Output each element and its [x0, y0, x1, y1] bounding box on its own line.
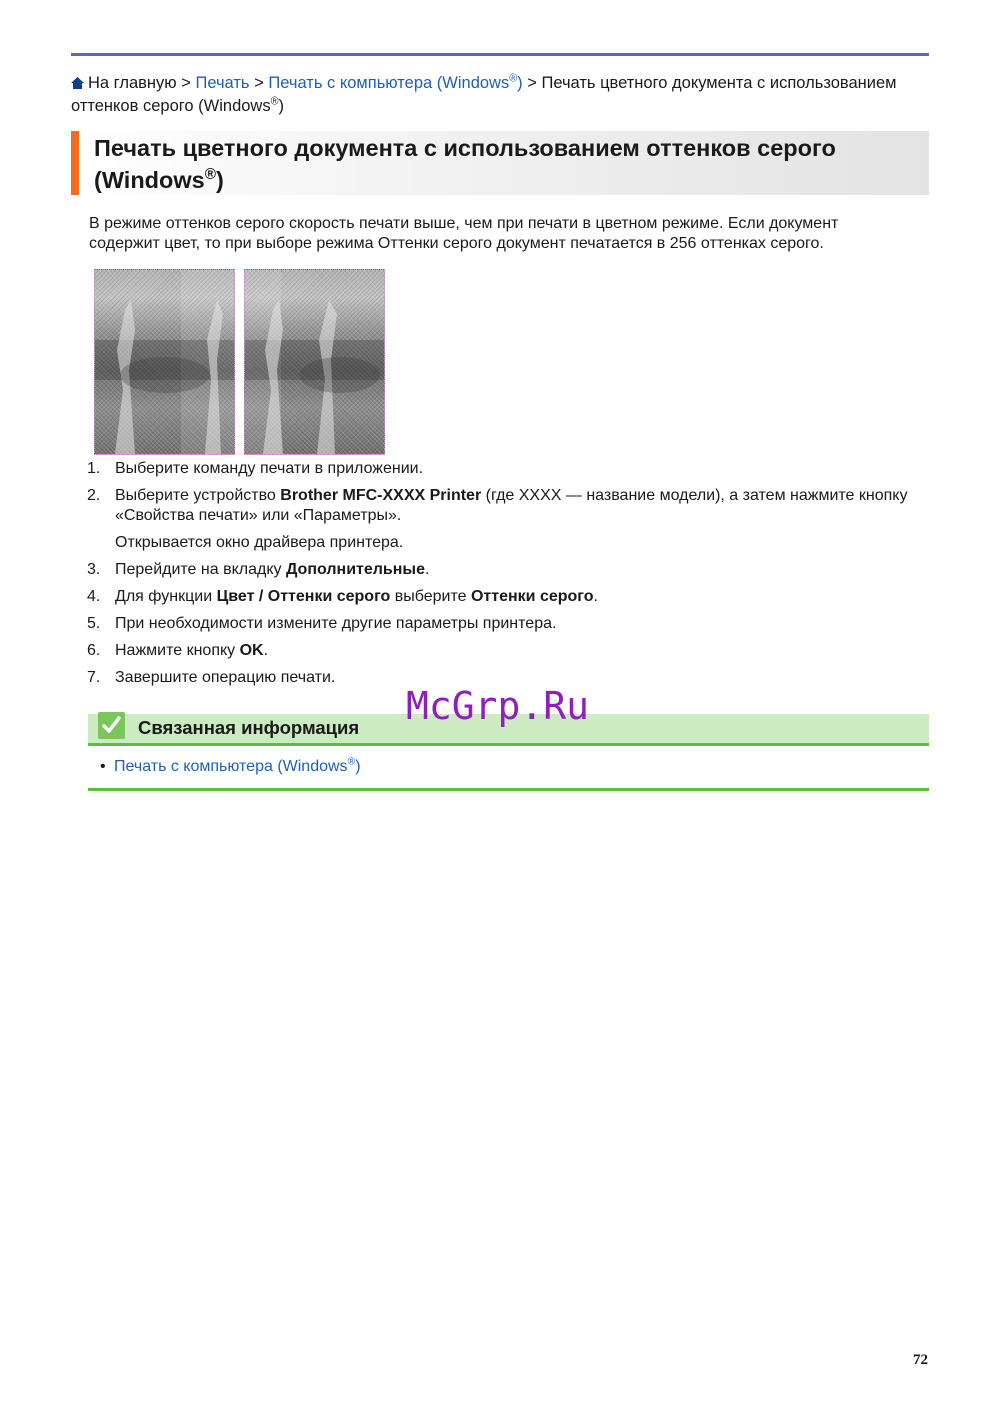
list-item: 4. Для функции Цвет / Оттенки серого выберите Оттенки серого. [87, 588, 598, 605]
watermark: McGrp.Ru [406, 684, 590, 728]
list-item: 2. Выберите устройство Brother MFC-XXXX Printer (где XXXX — название модели), а затем нажмите кнопку «Свойства печати» или «Параметры». Открывается окно драйвера принтера. [87, 486, 917, 553]
list-item [114, 757, 361, 777]
list-item: 5. При необходимости измените другие параметры принтера. [87, 615, 557, 632]
list-item: 6. Нажмите кнопку OK. [87, 642, 269, 659]
related-link-print-from-computer[interactable]: Печать с компьютера (Windows®) [114, 756, 361, 775]
page-number: 72 [913, 1352, 928, 1368]
bottom-rule [88, 788, 929, 791]
breadcrumb-home[interactable]: На главную [88, 74, 177, 92]
list-item: 3. Перейдите на вкладку Дополнительные. [87, 561, 430, 578]
page-title: Печать цветного документа с использованием оттенков серого (Windows®) [94, 135, 836, 193]
breadcrumb [71, 72, 931, 118]
top-rule [71, 53, 929, 56]
breadcrumb-separator: > [181, 74, 191, 92]
breadcrumb-separator: > [527, 74, 537, 92]
checkmark-icon [98, 712, 125, 739]
breadcrumb-link-print[interactable]: Печать [195, 74, 250, 92]
related-info-title: Связанная информация [138, 717, 360, 738]
related-links [114, 757, 361, 777]
list-item: 1. Выберите команду печати в приложении. [87, 460, 424, 477]
list-item: 7. Завершите операцию печати. [87, 669, 336, 686]
intro-paragraph: В режиме оттенков серого скорость печати выше, чем при печати в цветном режиме. Если документ содержит цвет, то при выборе режима Оттенки серого документ печатается в 256 оттенках серого. [89, 215, 839, 252]
steps-list [87, 459, 917, 695]
grayscale-sample-image-left [94, 269, 235, 455]
breadcrumb-current: Печать цветного документа с использованием оттенков серого (Windows®) [71, 74, 897, 115]
step-note: Открывается окно драйвера принтера. [115, 534, 404, 551]
breadcrumb-separator: > [254, 74, 264, 92]
grayscale-sample-image-right [244, 269, 385, 455]
breadcrumb-link-print-from-computer[interactable]: Печать с компьютера (Windows®) [268, 72, 523, 92]
title-accent-bar [71, 131, 79, 195]
home-icon[interactable] [71, 77, 84, 89]
page-title-box [71, 131, 929, 195]
